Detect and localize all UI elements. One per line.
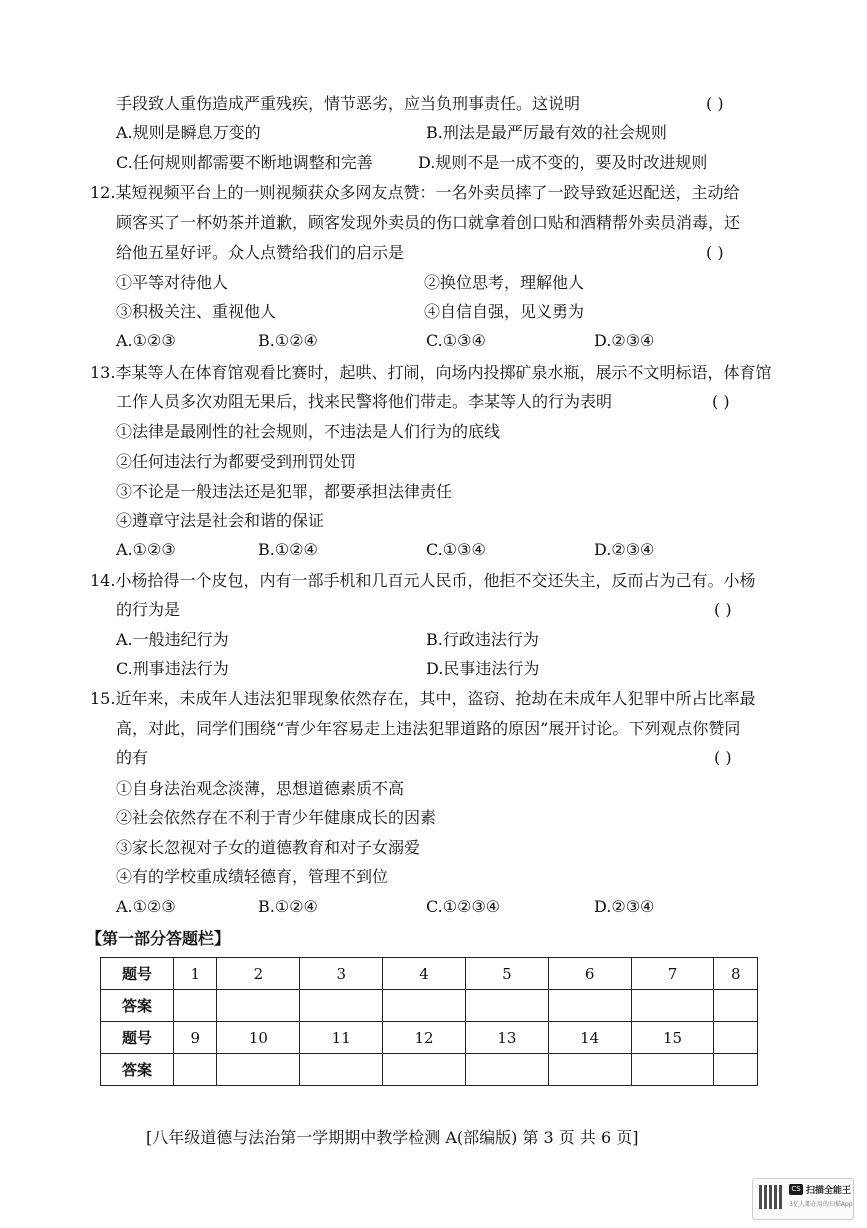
scanner-app-name: 扫描全能王 xyxy=(806,1186,852,1196)
question-number-cell: 13 xyxy=(465,1022,548,1054)
answer-grid-answer-row xyxy=(101,990,758,1022)
question-number-cell xyxy=(714,1022,758,1054)
q13-statement-4: ④遵章守法是社会和谐的保证 xyxy=(116,511,325,530)
q13-stem-line-1: 13.李某等人在体育馆观看比赛时，起哄、打闹，向场内投掷矿泉水瓶，展示不文明标语，体育馆 xyxy=(90,363,772,382)
q14-stem-line-2: 的行为是 xyxy=(116,600,181,619)
q15-statement-3: ③家长忽视对子女的道德教育和对子女溺爱 xyxy=(116,838,421,857)
question-number-cell: 14 xyxy=(548,1022,631,1054)
q12-choice-c: C.①③④ xyxy=(426,331,486,350)
question-number-cell: 9 xyxy=(174,1022,217,1054)
answer-cell[interactable] xyxy=(548,1054,631,1086)
q11-answer-paren: ( ) xyxy=(706,94,724,113)
answer-cell[interactable] xyxy=(714,990,758,1022)
q12-choice-d: D.②③④ xyxy=(594,331,655,350)
answer-cell[interactable] xyxy=(548,990,631,1022)
question-number-cell: 7 xyxy=(631,958,714,990)
answer-cell[interactable] xyxy=(300,1054,383,1086)
qr-code-icon xyxy=(759,1185,783,1209)
q13-choice-c: C.①③④ xyxy=(426,540,486,559)
question-number-cell: 12 xyxy=(383,1022,466,1054)
question-number-cell: 10 xyxy=(217,1022,300,1054)
question-number-cell: 1 xyxy=(174,958,217,990)
answer-cell[interactable] xyxy=(383,1054,466,1086)
answer-grid-number-row xyxy=(101,1022,758,1054)
q15-statement-1: ①自身法治观念淡薄，思想道德素质不高 xyxy=(116,779,405,798)
q15-stem-line-1: 15.近年来，未成年人违法犯罪现象依然存在，其中，盗窃、抢劫在未成年人犯罪中所占比率最 xyxy=(90,689,756,708)
q13-answer-paren: ( ) xyxy=(712,392,730,411)
q15-choice-c: C.①②③④ xyxy=(426,897,501,916)
q13-stem-line-2: 工作人员多次劝阻无果后，找来民警将他们带走。李某等人的行为表明 xyxy=(116,392,613,411)
q12-statement-3: ③积极关注、重视他人 xyxy=(116,302,277,321)
q12-choice-a: A.①②③ xyxy=(116,331,176,350)
question-number-cell: 6 xyxy=(548,958,631,990)
q15-statement-4: ④有的学校重成绩轻德育，管理不到位 xyxy=(116,867,389,886)
answer-cell[interactable] xyxy=(631,990,714,1022)
scanner-app-tagline: 3亿人都在用的扫描App xyxy=(789,1201,853,1208)
q11-option-d: D.规则不是一成不变的，要及时改进规则 xyxy=(418,153,708,172)
q13-statement-2: ②任何违法行为都要受到刑罚处罚 xyxy=(116,452,357,471)
q12-statement-1: ①平等对待他人 xyxy=(116,273,229,292)
answer-grid xyxy=(100,957,758,1086)
q15-choice-a: A.①②③ xyxy=(116,897,176,916)
q12-statement-4: ④自信自强，见义勇为 xyxy=(424,302,585,321)
q12-statement-2: ②换位思考，理解他人 xyxy=(424,273,585,292)
answer-cell[interactable] xyxy=(217,1054,300,1086)
answer-cell[interactable] xyxy=(300,990,383,1022)
answer-section-title: 【第一部分答题栏】 xyxy=(86,929,231,948)
question-number-cell: 3 xyxy=(300,958,383,990)
answer-cell[interactable] xyxy=(714,1054,758,1086)
q15-stem-line-3: 的有 xyxy=(116,748,149,767)
q11-option-c: C.任何规则都需要不断地调整和完善 xyxy=(116,153,373,172)
question-number-cell: 11 xyxy=(300,1022,383,1054)
question-number-cell: 2 xyxy=(217,958,300,990)
q13-choice-d: D.②③④ xyxy=(594,540,655,559)
scanner-watermark xyxy=(752,1178,854,1220)
q13-statement-3: ③不论是一般违法还是犯罪，都要承担法律责任 xyxy=(116,482,453,501)
q15-answer-paren: ( ) xyxy=(714,748,732,767)
answer-cell[interactable] xyxy=(465,1054,548,1086)
q15-choice-b: B.①②④ xyxy=(258,897,318,916)
q12-answer-paren: ( ) xyxy=(706,243,724,262)
q15-choice-d: D.②③④ xyxy=(594,897,655,916)
q12-choice-b: B.①②④ xyxy=(258,331,318,350)
answer-cell[interactable] xyxy=(465,990,548,1022)
q14-option-c: C.刑事违法行为 xyxy=(116,659,229,678)
question-number-cell: 8 xyxy=(714,958,758,990)
number-row-label: 题号 xyxy=(101,1022,174,1054)
q12-stem-line-2: 顾客买了一杯奶茶并道歉，顾客发现外卖员的伤口就拿着创口贴和酒精帮外卖员消毒，还 xyxy=(116,213,741,232)
q14-option-d: D.民事违法行为 xyxy=(426,659,540,678)
answer-row-label: 答案 xyxy=(101,1054,174,1086)
question-number-cell: 15 xyxy=(631,1022,714,1054)
q15-stem-line-2: 高，对此，同学们围绕“青少年容易走上违法犯罪道路的原因”展开讨论。下列观点你赞同 xyxy=(116,719,741,738)
answer-grid-answer-row xyxy=(101,1054,758,1086)
camscanner-logo-icon: CS xyxy=(789,1184,803,1195)
q15-statement-2: ②社会依然存在不利于青少年健康成长的因素 xyxy=(116,808,437,827)
answer-cell[interactable] xyxy=(383,990,466,1022)
answer-cell[interactable] xyxy=(217,990,300,1022)
q14-option-a: A.一般违纪行为 xyxy=(116,630,229,649)
answer-cell[interactable] xyxy=(174,990,217,1022)
q14-answer-paren: ( ) xyxy=(714,600,732,619)
q14-option-b: B.行政违法行为 xyxy=(426,630,539,649)
q11-option-b: B.刑法是最严厉最有效的社会规则 xyxy=(426,123,667,142)
q14-stem-line-1: 14.小杨拾得一个皮包，内有一部手机和几百元人民币，他拒不交还失主，反而占为己有。小杨 xyxy=(90,571,756,590)
q12-stem-line-3: 给他五星好评。众人点赞给我们的启示是 xyxy=(116,243,405,262)
answer-row-label: 答案 xyxy=(101,990,174,1022)
question-number-cell: 5 xyxy=(465,958,548,990)
q11-stem-line: 手段致人重伤造成严重残疾，情节恶劣，应当负刑事责任。这说明 xyxy=(116,94,581,113)
question-number-cell: 4 xyxy=(383,958,466,990)
q13-choice-a: A.①②③ xyxy=(116,540,176,559)
answer-cell[interactable] xyxy=(631,1054,714,1086)
number-row-label: 题号 xyxy=(101,958,174,990)
page-footer: [八年级道德与法治第一学期期中教学检测 A(部编版) 第 3 页 共 6 页] xyxy=(146,1128,639,1147)
q13-statement-1: ①法律是最刚性的社会规则，不违法是人们行为的底线 xyxy=(116,422,501,441)
answer-cell[interactable] xyxy=(174,1054,217,1086)
q12-stem-line-1: 12.某短视频平台上的一则视频获众多网友点赞：一名外卖员摔了一跤导致延迟配送，主动给 xyxy=(90,183,740,202)
q13-choice-b: B.①②④ xyxy=(258,540,318,559)
answer-grid-number-row xyxy=(101,958,758,990)
q11-option-a: A.规则是瞬息万变的 xyxy=(116,123,261,142)
